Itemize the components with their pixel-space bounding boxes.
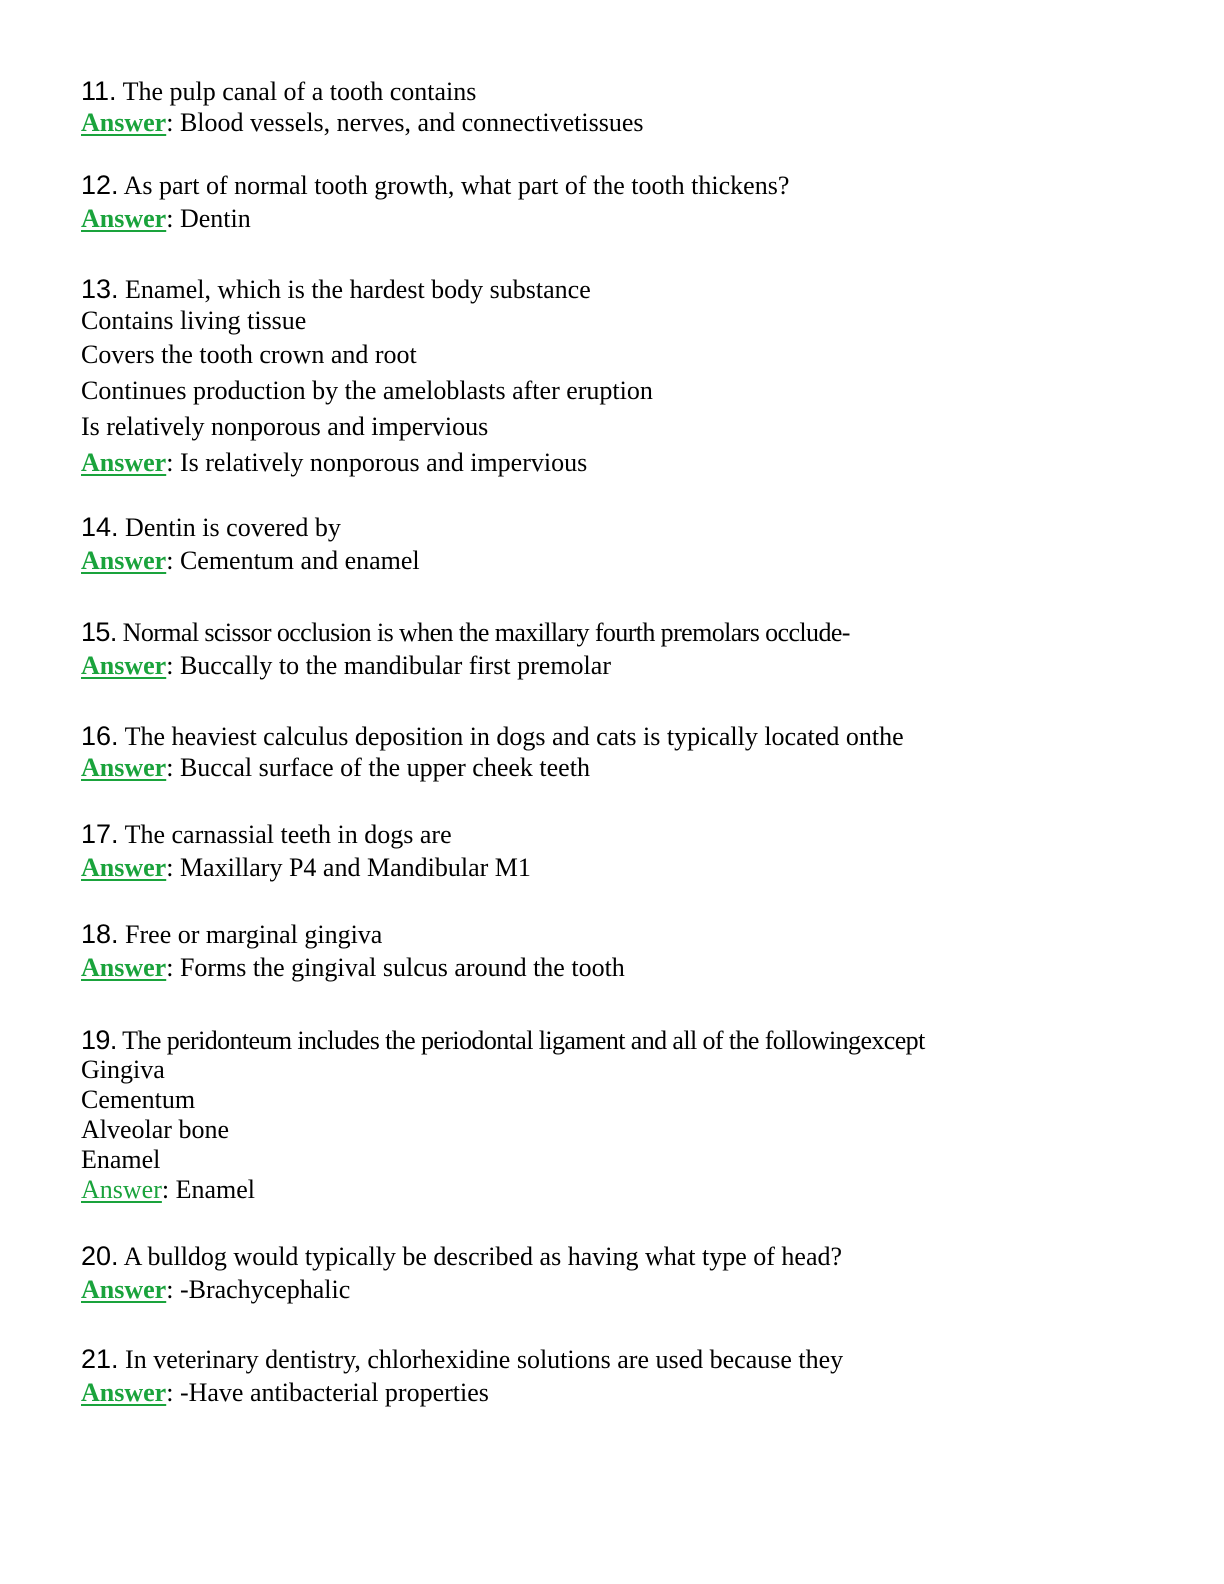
question-line (81, 1240, 1191, 1272)
answer-line (81, 107, 1191, 139)
answer-line (81, 1377, 1191, 1409)
answer-line (81, 952, 1191, 984)
answer-label: Answer (81, 546, 167, 575)
question-text: In veterinary dentistry, chlorhexidine solutions are used because they (125, 1345, 844, 1374)
question-text: As part of normal tooth growth, what part of the tooth thickens? (123, 171, 790, 200)
answer-text: : Forms the gingival sulcus around the tooth (166, 953, 625, 982)
question-line (81, 616, 1191, 648)
question-text: Dentin is covered by (125, 513, 341, 542)
answer-text: : Enamel (161, 1175, 256, 1204)
answer-text: : Buccally to the mandibular first premolar (166, 651, 611, 680)
question-block-11 (81, 75, 1191, 139)
question-block-17 (81, 818, 1191, 884)
question-block-13 (81, 273, 1191, 481)
answer-line (81, 650, 1191, 682)
question-line (81, 169, 1191, 201)
question-line (81, 1343, 1191, 1375)
answer-text: : Blood vessels, nerves, and connectivetissues (166, 108, 644, 137)
question-block-12 (81, 169, 1191, 235)
question-block-20 (81, 1240, 1191, 1306)
question-number: 16. (81, 721, 119, 751)
answer-line (81, 752, 1191, 784)
question-number: 11. (81, 76, 117, 106)
answer-text: : Cementum and enamel (166, 546, 420, 575)
question-number: 21. (81, 1344, 119, 1374)
question-number: 15. (81, 617, 117, 647)
question-line (81, 1024, 1191, 1056)
answer-line (81, 1274, 1191, 1306)
question-number: 14. (81, 512, 119, 542)
answer-text: : Buccal surface of the upper cheek teeth (166, 753, 590, 782)
answer-label: Answer (81, 853, 167, 882)
answer-text: : -Brachycephalic (166, 1275, 351, 1304)
question-text: The heaviest calculus deposition in dogs and cats is typically located onthe (124, 722, 904, 751)
option-line: Is relatively nonporous and impervious (81, 412, 489, 441)
option-line: Covers the tooth crown and root (81, 340, 417, 369)
question-line (81, 511, 1191, 543)
option-line: Contains living tissue (81, 306, 307, 335)
option-line: Alveolar bone (81, 1115, 230, 1144)
question-line (81, 720, 1191, 752)
question-number: 17. (81, 819, 119, 849)
answer-label: Answer (81, 651, 167, 680)
option-line: Gingiva (81, 1055, 165, 1084)
answer-label: Answer (81, 448, 167, 477)
question-text: The peridonteum includes the periodontal ligament and all of the followingexcept (122, 1026, 925, 1055)
answer-text: : Is relatively nonporous and impervious (166, 448, 588, 477)
answer-line (81, 445, 1191, 481)
question-number: 19. (81, 1025, 117, 1055)
answer-line (81, 852, 1191, 884)
question-text: Enamel, which is the hardest body substance (125, 275, 591, 304)
answer-line (81, 545, 1191, 577)
question-text: The pulp canal of a tooth contains (122, 77, 477, 106)
answer-text: : Maxillary P4 and Mandibular M1 (166, 853, 531, 882)
question-number: 13. (81, 274, 119, 304)
question-block-14 (81, 511, 1191, 577)
question-text: The carnassial teeth in dogs are (124, 820, 452, 849)
question-text: A bulldog would typically be described as having what type of head? (123, 1242, 843, 1271)
question-number: 20. (81, 1241, 119, 1271)
question-line (81, 273, 1191, 305)
option-line: Cementum (81, 1085, 196, 1114)
answer-line (81, 1174, 1191, 1206)
question-number: 18. (81, 919, 119, 949)
question-block-21 (81, 1343, 1191, 1409)
question-line (81, 918, 1191, 950)
answer-text: : Dentin (166, 204, 251, 233)
answer-label: Answer (81, 753, 167, 782)
question-block-16 (81, 720, 1191, 784)
question-block-18 (81, 918, 1191, 984)
answer-label: Answer (81, 1275, 167, 1304)
question-block-19 (81, 1024, 1191, 1206)
answer-label: Answer (81, 1378, 167, 1407)
answer-text: : -Have antibacterial properties (166, 1378, 489, 1407)
question-line (81, 818, 1191, 850)
question-block-15 (81, 616, 1191, 682)
answer-label: Answer (81, 1175, 162, 1204)
option-line: Continues production by the ameloblasts after eruption (81, 376, 653, 405)
question-text: Normal scissor occlusion is when the maxillary fourth premolars occlude- (122, 618, 850, 647)
answer-label: Answer (81, 953, 167, 982)
answer-label: Answer (81, 108, 167, 137)
answer-label: Answer (81, 204, 167, 233)
question-number: 12. (81, 170, 119, 200)
answer-line (81, 203, 1191, 235)
question-text: Free or marginal gingiva (125, 920, 383, 949)
option-line: Enamel (81, 1145, 161, 1174)
question-line (81, 75, 1191, 107)
